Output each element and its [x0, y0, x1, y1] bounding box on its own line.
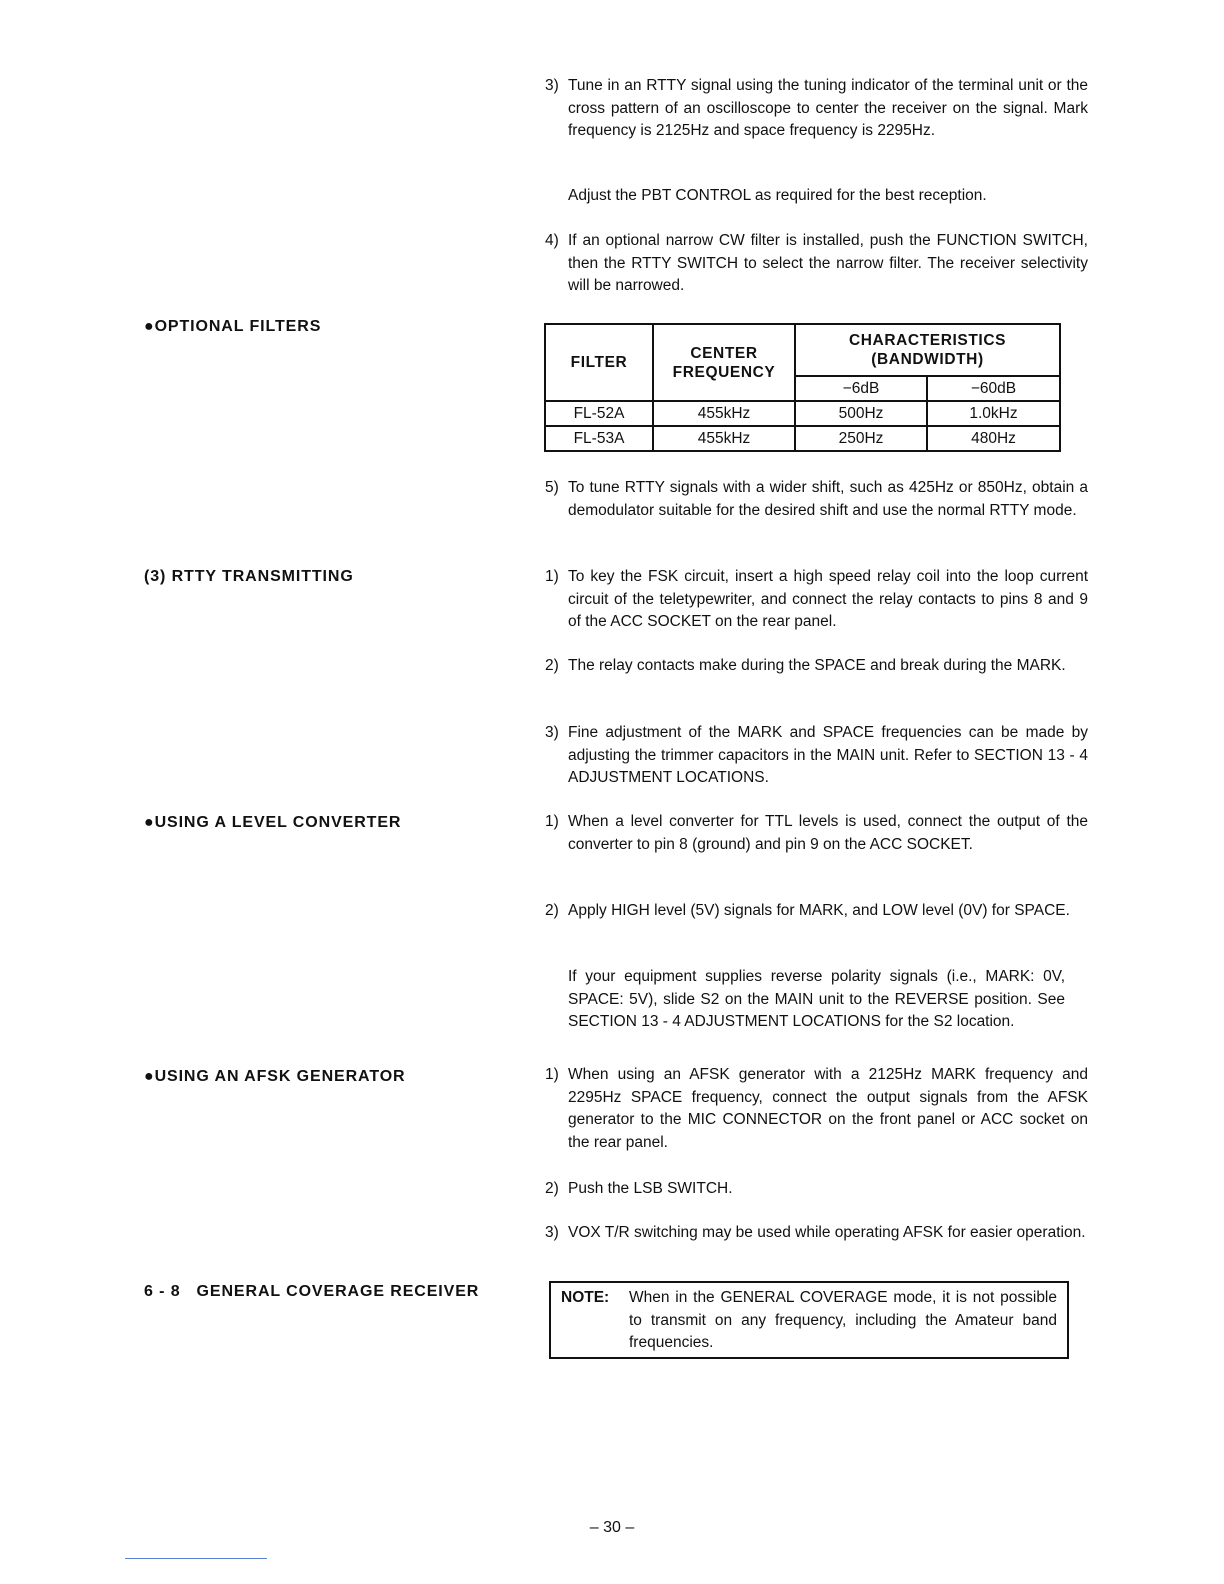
step-number: 5): [545, 479, 559, 496]
step-text: Apply HIGH level (5V) signals for MARK, and LOW level (0V) for SPACE.: [568, 902, 1070, 919]
afsk-step-3: [545, 1222, 1088, 1245]
heading-optional-filters: ●OPTIONAL FILTERS: [144, 318, 322, 335]
optional-filters-table: [544, 323, 1061, 452]
cell-center: 455kHz: [653, 401, 795, 426]
cell-60db: 480Hz: [927, 426, 1060, 451]
heading-general-coverage-receiver: 6 - 8 GENERAL COVERAGE RECEIVER: [144, 1283, 480, 1300]
level-converter-step-2: [545, 900, 1088, 923]
step-text: To key the FSK circuit, insert a high speed relay coil into the loop current circuit of the teletypewriter, and connect the relay contacts to pins 8 and 9 of the ACC SOCKET on the rear panel.: [568, 568, 1088, 630]
step-text: Tune in an RTTY signal using the tuning indicator of the terminal unit or the cross pattern of an oscilloscope to center the receiver on the signal. Mark frequency is 2125Hz and space frequency is 2295Hz.: [568, 77, 1088, 139]
step-number: 2): [545, 657, 559, 674]
note-label: NOTE:: [561, 1289, 610, 1306]
col-filter: FILTER: [545, 324, 653, 401]
sub-6db: −6dB: [795, 376, 927, 401]
cell-center: 455kHz: [653, 426, 795, 451]
transmit-step-3: [545, 722, 1088, 790]
col-center-frequency: CENTER FREQUENCY: [653, 324, 795, 401]
cell-6db: 250Hz: [795, 426, 927, 451]
step-number: 2): [545, 902, 559, 919]
page-number: – 30 –: [589, 1519, 635, 1536]
step-number: 4): [545, 232, 559, 249]
step-number: 1): [545, 568, 559, 585]
step-text: Push the LSB SWITCH.: [568, 1180, 733, 1197]
step-number: 1): [545, 813, 559, 830]
heading-using-level-converter: ●USING A LEVEL CONVERTER: [144, 814, 402, 831]
step-text: To tune RTTY signals with a wider shift, such as 425Hz or 850Hz, obtain a demodulator suitable for the desired shift and use the normal RTTY mode.: [568, 479, 1088, 519]
step-text: When a level converter for TTL levels is used, connect the output of the converter to pin 8 (ground) and pin 9 on the ACC SOCKET.: [568, 813, 1088, 853]
cell-60db: 1.0kHz: [927, 401, 1060, 426]
reception-step-5: [545, 477, 1088, 522]
step-text: The relay contacts make during the SPACE and break during the MARK.: [568, 657, 1066, 674]
col-characteristics: CHARACTERISTICS (BANDWIDTH): [795, 324, 1060, 376]
heading-rtty-transmitting: (3) RTTY TRANSMITTING: [144, 568, 354, 585]
heading-using-afsk-generator: ●USING AN AFSK GENERATOR: [144, 1068, 406, 1085]
pbt-adjust-text: Adjust the PBT CONTROL as required for the best reception.: [568, 187, 987, 204]
step-number: 1): [545, 1066, 559, 1083]
cell-filter: FL-52A: [545, 401, 653, 426]
table-header-row: [545, 324, 1060, 376]
cell-6db: 500Hz: [795, 401, 927, 426]
step-number: 3): [545, 77, 559, 94]
afsk-step-2: [545, 1178, 1088, 1201]
step-number: 2): [545, 1180, 559, 1197]
step-text: VOX T/R switching may be used while operating AFSK for easier operation.: [568, 1224, 1086, 1241]
reverse-polarity-text: If your equipment supplies reverse polarity signals (i.e., MARK: 0V, SPACE: 5V), slide S2 on the MAIN unit to the REVERSE position. See SECTION 13 - 4 ADJUSTMENT LOCATIONS for the S2 location.: [568, 968, 1065, 1030]
transmit-step-2: [545, 655, 1088, 678]
cell-filter: FL-53A: [545, 426, 653, 451]
general-coverage-note: [549, 1281, 1069, 1359]
sub-60db: −60dB: [927, 376, 1060, 401]
table-row: [545, 401, 1060, 426]
level-converter-step-1: [545, 811, 1088, 856]
step-text: If an optional narrow CW filter is installed, push the FUNCTION SWITCH, then the RTTY SWITCH to select the narrow filter. The receiver selectivity will be narrowed.: [568, 232, 1088, 294]
transmit-step-1: [545, 566, 1088, 634]
afsk-step-1: [545, 1064, 1088, 1154]
step-text: When using an AFSK generator with a 2125Hz MARK frequency and 2295Hz SPACE frequency, connect the output signals from the AFSK generator to the MIC CONNECTOR on the front panel or ACC socket on the rear panel.: [568, 1066, 1088, 1151]
step-text: Fine adjustment of the MARK and SPACE frequencies can be made by adjusting the trimmer capacitors in the MAIN unit. Refer to SECTION 13 - 4 ADJUSTMENT LOCATIONS.: [568, 724, 1088, 786]
step-number: 3): [545, 724, 559, 741]
bottom-rule: [125, 1558, 267, 1559]
note-text: When in the GENERAL COVERAGE mode, it is not possible to transmit on any frequency, including the Amateur band frequencies.: [629, 1289, 1057, 1351]
step-number: 3): [545, 1224, 559, 1241]
reception-step-4: [545, 230, 1088, 298]
reception-step-3: [545, 75, 1088, 143]
table-row: [545, 426, 1060, 451]
